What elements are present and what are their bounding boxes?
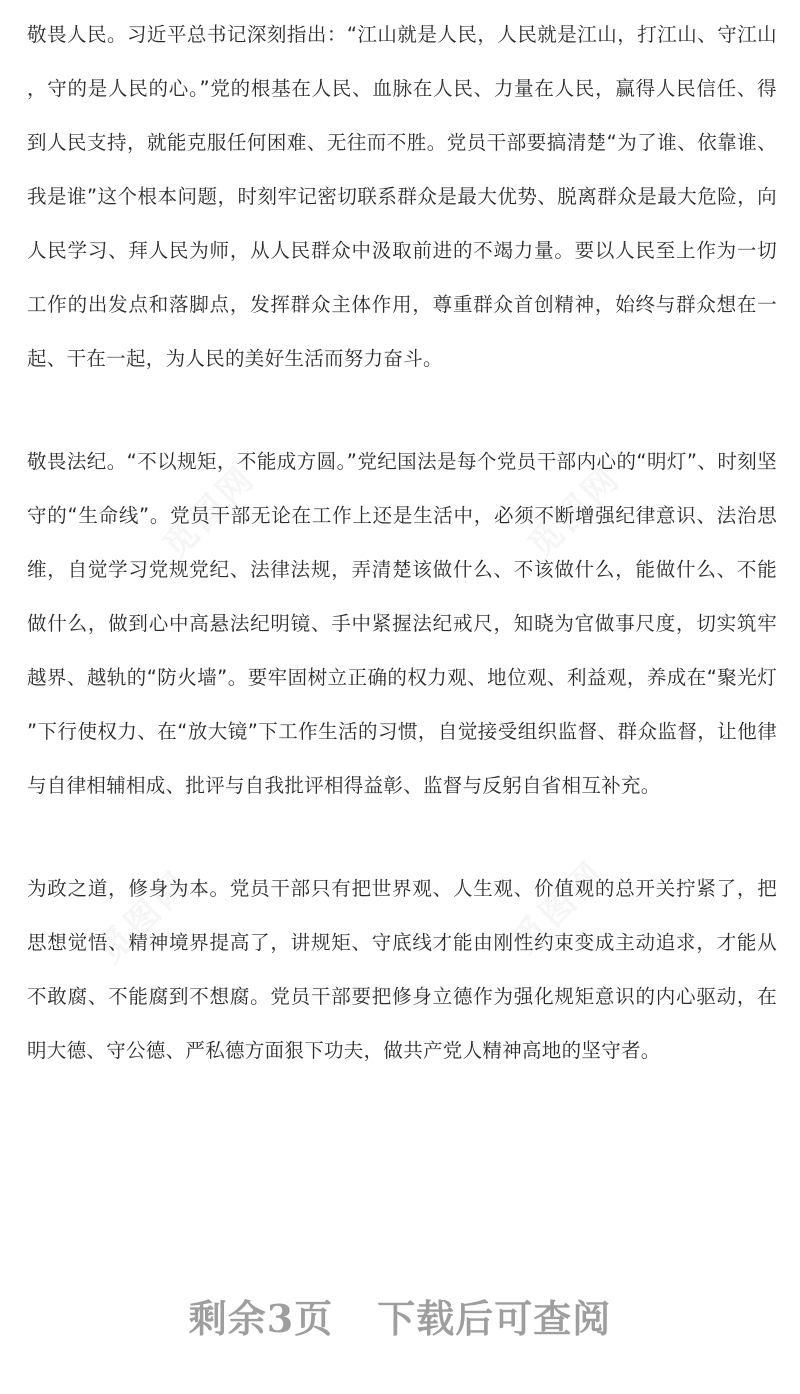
document-body [27,8,777,1078]
remaining-pages-label: 剩余3页 [188,1296,334,1341]
watermark: 觅图网 [505,852,614,962]
watermark: 觅图网 [520,457,629,567]
watermark: 觅图网 [155,457,264,567]
paragraph-self-cultivation: 为政之道，修身为本。党员干部只有把世界观、人生观、价值观的总开关拧紧了，把思想觉悟、精神境界提高了，讲规矩、守底线才能由刚性约束变成主动追求，才能从不敢腐、不能腐到不想腐。党员干部要把修身立德作为强化规矩意识的内心驱动，在明大德、守公德、严私德方面狠下功夫，做共产党人精神高地的坚守者。 [27,877,777,1062]
download-banner[interactable] [0,1288,800,1343]
download-hint-label: 下载后可查阅 [377,1296,612,1341]
watermark: 觅图网 [90,862,199,972]
paragraph-respect-law: 敬畏法纪。“不以规矩，不能成方圆。”党纪国法是每个党员干部内心的“明灯”、时刻坚守的“生命线”。党员干部无论在工作上还是生活中，必须不断增强纪律意识、法治思维，自觉学习党规党纪、法律法规，弄清楚该做什么、不该做什么，能做什么、不能做什么，做到心中高悬法纪明镜、手中紧握法纪戒尺，知晓为官做事尺度，切实筑牢越界、越轨的“防火墙”。要牢固树立正确的权力观、地位观、利益观，养成在“聚光灯”下行使权力、在“放大镜”下工作生活的习惯，自觉接受组织监督、群众监督，让他律与自律相辅相成、批评与自我批评相得益彰、监督与反躬自省相互补充。 [27,450,777,797]
paragraph-respect-people: 敬畏人民。习近平总书记深刻指出：“江山就是人民，人民就是江山，打江山、守江山，守的是人民的心。”党的根基在人民、血脉在人民、力量在人民，赢得人民信任、得到人民支持，就能克服任何困难、无往而不胜。党员干部要搞清楚“为了谁、依靠谁、我是谁”这个根本问题，时刻牢记密切联系群众是最大优势、脱离群众是最大危险，向人民学习、拜人民为师，从人民群众中汲取前进的不竭力量。要以人民至上作为一切工作的出发点和落脚点，发挥群众主体作用，尊重群众首创精神，始终与群众想在一起、干在一起，为人民的美好生活而努力奋斗。 [27,23,777,370]
